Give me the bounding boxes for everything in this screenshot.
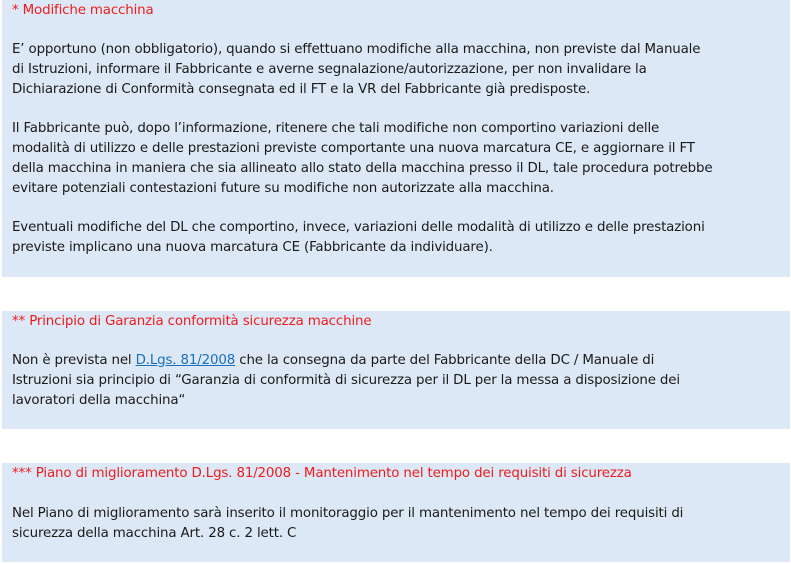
paragraph-line: sicurezza della macchina Art. 28 c. 2 lett. C xyxy=(12,526,297,541)
text-after-link: che la consegna da parte del Fabbricante della DC / Manuale di xyxy=(235,353,655,368)
paragraph-line: della macchina in maniera che sia allineato allo stato della macchina presso il DL, tale procedura potrebbe xyxy=(12,161,713,176)
paragraph-line: Eventuali modifiche del DL che comportino, invece, variazioni delle modalità di utilizzo e delle prestazioni xyxy=(12,220,705,235)
section-title: *** Piano di miglioramento D.Lgs. 81/2008 - Mantenimento nel tempo dei requisiti di sicurezza xyxy=(12,466,632,481)
paragraph-line: modalità di utilizzo e delle prestazioni previste comportante una nuova marcatura CE, e aggiornare il FT xyxy=(12,141,695,156)
paragraph-line: Nel Piano di miglioramento sarà inserito il monitoraggio per il mantenimento nel tempo dei requisiti di xyxy=(12,506,684,521)
section-piano-miglioramento xyxy=(2,463,790,562)
section-title: * Modifiche macchina xyxy=(12,3,154,18)
section-modifiche-macchina xyxy=(2,0,790,277)
paragraph-line: Istruzioni sia principio di “Garanzia di conformità di sicurezza per il DL per la messa a disposizione dei xyxy=(12,373,680,388)
text-before-link: Non è prevista nel xyxy=(12,353,136,368)
section-title: ** Principio di Garanzia conformità sicurezza macchine xyxy=(12,314,372,329)
paragraph-line xyxy=(12,351,654,371)
paragraph-line: lavoratori della macchina“ xyxy=(12,393,186,408)
paragraph-line: evitare potenziali contestazioni future su modifiche non autorizzate alla macchina. xyxy=(12,181,554,196)
paragraph-line: Dichiarazione di Conformità consegnata ed il FT e la VR del Fabbricante già predisposte. xyxy=(12,82,591,97)
paragraph-line: previste implicano una nuova marcatura CE (Fabbricante da individuare). xyxy=(12,240,493,255)
dlgs-81-2008-link[interactable]: D.Lgs. 81/2008 xyxy=(135,353,236,368)
paragraph-line: Il Fabbricante può, dopo l’informazione, ritenere che tali modifiche non comportino variazioni delle xyxy=(12,121,660,136)
paragraph-line: E’ opportuno (non obbligatorio), quando si effettuano modifiche alla macchina, non previste dal Manuale xyxy=(12,42,701,57)
paragraph-line: di Istruzioni, informare il Fabbricante e averne segnalazione/autorizzazione, per non invalidare la xyxy=(12,62,647,77)
section-principio-garanzia xyxy=(2,311,790,429)
